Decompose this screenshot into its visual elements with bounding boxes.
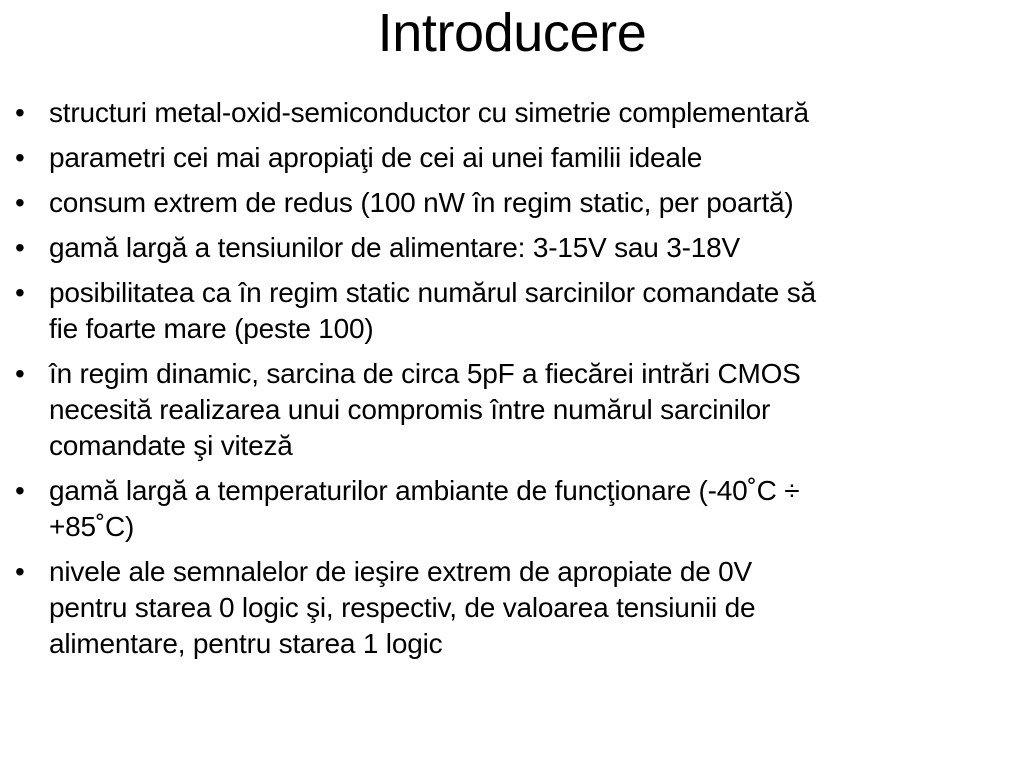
bullet-item bbox=[0, 140, 1024, 176]
bullet-text: alimentare, pentru starea 1 logic bbox=[49, 628, 443, 659]
bullet-item bbox=[0, 554, 1024, 662]
bullet-text: în regim dinamic, sarcina de circa 5pF a fiecărei intrări CMOS bbox=[49, 358, 801, 389]
bullet-text: posibilitatea ca în regim static numărul sarcinilor comandate să bbox=[49, 277, 816, 308]
bullet-icon: • bbox=[15, 97, 25, 128]
bullet-text: +85˚C) bbox=[49, 511, 135, 542]
bullet-icon: • bbox=[15, 556, 25, 587]
bullet-item bbox=[0, 230, 1024, 266]
bullet-item bbox=[0, 275, 1024, 347]
bullet-icon: • bbox=[15, 232, 25, 263]
bullet-text: parametri cei mai apropiaţi de cei ai unei familii ideale bbox=[49, 142, 703, 173]
bullet-icon: • bbox=[15, 475, 25, 506]
bullet-icon: • bbox=[15, 142, 25, 173]
bullet-list bbox=[0, 95, 1024, 671]
bullet-item bbox=[0, 185, 1024, 221]
bullet-text: gamă largă a tensiunilor de alimentare: 3-15V sau 3-18V bbox=[49, 232, 740, 263]
bullet-icon: • bbox=[15, 277, 25, 308]
bullet-text: consum extrem de redus (100 nW în regim static, per poartă) bbox=[49, 187, 794, 218]
bullet-item bbox=[0, 356, 1024, 464]
bullet-text: structuri metal-oxid-semiconductor cu simetrie complementară bbox=[49, 97, 809, 128]
bullet-text: gamă largă a temperaturilor ambiante de funcţionare (-40˚C ÷ bbox=[49, 475, 800, 506]
bullet-item bbox=[0, 473, 1024, 545]
bullet-icon: • bbox=[15, 187, 25, 218]
bullet-icon: • bbox=[15, 358, 25, 389]
bullet-item bbox=[0, 95, 1024, 131]
bullet-text: nivele ale semnalelor de ieşire extrem de apropiate de 0V bbox=[49, 556, 753, 587]
bullet-text: fie foarte mare (peste 100) bbox=[49, 313, 374, 344]
bullet-text: necesită realizarea unui compromis între numărul sarcinilor bbox=[49, 394, 771, 425]
bullet-text: pentru starea 0 logic şi, respectiv, de valoarea tensiunii de bbox=[49, 592, 756, 623]
bullet-text: comandate şi viteză bbox=[49, 430, 293, 461]
slide-title: Introducere bbox=[377, 3, 647, 63]
